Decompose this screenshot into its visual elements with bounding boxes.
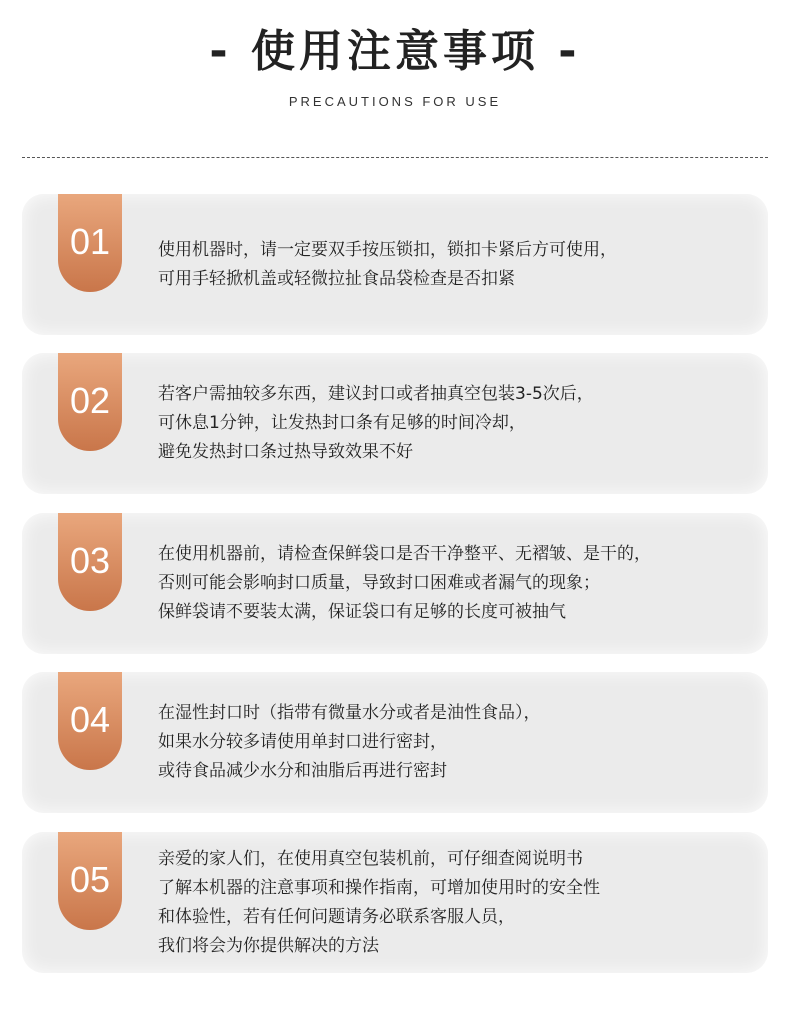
page-header	[0, 0, 790, 160]
precaution-card-1	[22, 194, 768, 335]
text-line: 了解本机器的注意事项和操作指南，可增加使用时的安全性	[158, 877, 600, 898]
text-line: 可用手轻掀机盖或轻微拉扯食品袋检查是否扣紧	[158, 268, 515, 289]
page-subtitle: PRECAUTIONS FOR USE	[288, 94, 502, 109]
precaution-text	[158, 672, 748, 813]
badge-number: 01	[69, 221, 111, 262]
number-badge	[58, 832, 122, 930]
text-line: 保鲜袋请不要装太满，保证袋口有足够的长度可被抽气	[158, 602, 566, 622]
dashed-divider	[22, 157, 768, 158]
text-line: 避免发热封口条过热导致效果不好	[158, 442, 413, 462]
text-line: 使用机器时，请一定要双手按压锁扣，锁扣卡紧后方可使用，	[158, 239, 617, 260]
text-line: 我们将会为你提供解决的方法	[158, 935, 379, 956]
precaution-card-5	[22, 832, 768, 973]
text-line: 在使用机器前，请检查保鲜袋口是否干净整平、无褶皱、是干的，	[158, 544, 651, 564]
text-line: 否则可能会影响封口质量，导致封口困难或者漏气的现象；	[158, 573, 600, 593]
precaution-text	[158, 832, 748, 973]
text-line: 亲爱的家人们，在使用真空包装机前，可仔细查阅说明书	[158, 848, 583, 869]
number-badge	[58, 672, 122, 770]
badge-number: 05	[69, 859, 111, 900]
text-line: 在湿性封口时（指带有微量水分或者是油性食品），	[158, 703, 541, 723]
badge-number: 02	[69, 380, 111, 421]
precaution-card-3	[22, 513, 768, 654]
text-line: 若客户需抽较多东西，建议封口或者抽真空包装3-5次后，	[158, 384, 594, 404]
number-badge	[58, 513, 122, 611]
precaution-text	[158, 194, 748, 335]
text-line: 如果水分较多请使用单封口进行密封，	[158, 732, 447, 752]
precaution-text	[158, 513, 748, 654]
precaution-text	[158, 353, 748, 494]
precaution-card-2	[22, 353, 768, 494]
badge-number: 03	[69, 540, 111, 581]
number-badge	[58, 194, 122, 292]
text-line: 可休息1分钟，让发热封口条有足够的时间冷却，	[158, 413, 526, 433]
precaution-card-4	[22, 672, 768, 813]
badge-number: 04	[69, 699, 111, 740]
number-badge	[58, 353, 122, 451]
text-line: 或待食品减少水分和油脂后再进行密封	[158, 761, 447, 781]
page-title: - 使用注意事项 -	[209, 26, 581, 77]
text-line: 和体验性，若有任何问题请务必联系客服人员，	[158, 906, 515, 927]
